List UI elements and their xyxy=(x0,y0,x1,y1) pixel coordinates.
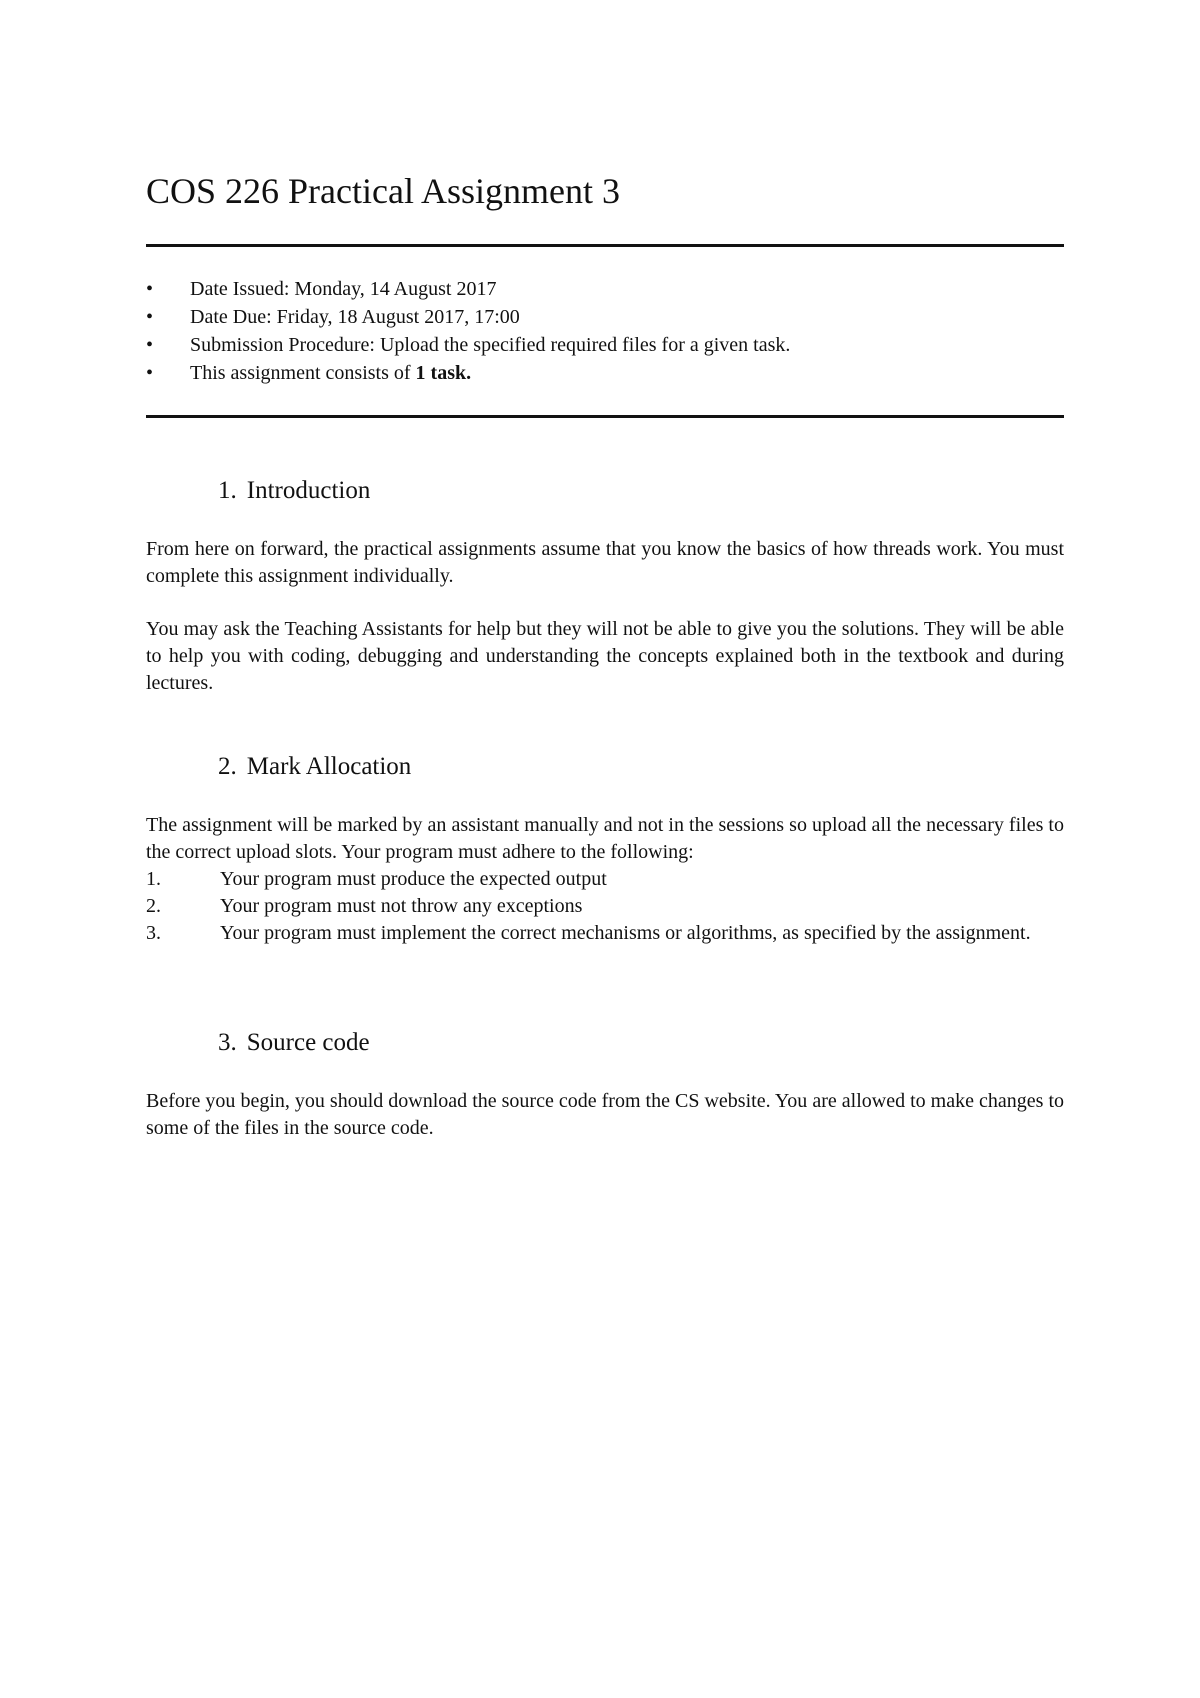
list-number: 3. xyxy=(146,922,161,944)
list-text: Your program must not throw any exceptions xyxy=(220,895,583,917)
section-heading-source-code xyxy=(218,1029,370,1057)
info-text: Submission Procedure: Upload the specified required files for a given task. xyxy=(190,334,791,356)
bullet-icon: • xyxy=(146,278,154,300)
requirements-list xyxy=(146,866,1064,947)
section-heading-introduction xyxy=(218,477,370,505)
assignment-info-list xyxy=(146,275,790,387)
section-title: Source code xyxy=(246,1029,370,1056)
section-title: Introduction xyxy=(246,477,371,504)
divider-top xyxy=(146,244,1064,247)
intro-paragraph-2: You may ask the Teaching Assistants for help but they will not be able to give you the solutions. They will be able to help you with coding, debugging and understanding the concepts explained both in the textbook and during lectures. xyxy=(146,618,1064,694)
section-title: Mark Allocation xyxy=(246,753,412,780)
info-text: This assignment consists of xyxy=(190,362,416,384)
divider-bottom xyxy=(146,415,1064,418)
info-text: Date Issued: Monday, 14 August 2017 xyxy=(190,278,497,300)
mark-allocation-paragraph: The assignment will be marked by an assistant manually and not in the sessions so upload all the necessary files to the correct upload slots. Your program must adhere to the following: xyxy=(146,814,1064,863)
bullet-icon: • xyxy=(146,362,154,384)
list-number: 1. xyxy=(146,868,161,890)
info-text-bold: 1 task. xyxy=(415,362,472,384)
section-number: 2. xyxy=(218,753,237,780)
list-item xyxy=(146,893,1064,920)
bullet-icon: • xyxy=(146,334,154,356)
info-item-date-issued xyxy=(146,275,790,303)
info-item-submission xyxy=(146,331,790,359)
list-item xyxy=(146,866,1064,893)
list-number: 2. xyxy=(146,895,161,917)
bullet-icon: • xyxy=(146,306,154,328)
info-item-task-count xyxy=(146,359,790,387)
section-number: 1. xyxy=(218,477,237,504)
section-heading-mark-allocation xyxy=(218,753,411,781)
page-title: COS 226 Practical Assignment 3 xyxy=(146,171,620,211)
list-text: Your program must implement the correct mechanisms or algorithms, as specified by the assignment. xyxy=(220,922,1031,944)
intro-paragraph-1: From here on forward, the practical assignments assume that you know the basics of how threads work. You must complete this assignment individually. xyxy=(146,538,1064,587)
info-item-date-due xyxy=(146,303,790,331)
list-text: Your program must produce the expected output xyxy=(220,868,607,890)
list-item xyxy=(146,920,1064,947)
info-text: Date Due: Friday, 18 August 2017, 17:00 xyxy=(190,306,520,328)
source-code-paragraph: Before you begin, you should download the source code from the CS website. You are allowed to make changes to some of the files in the source code. xyxy=(146,1090,1064,1139)
section-number: 3. xyxy=(218,1029,237,1056)
